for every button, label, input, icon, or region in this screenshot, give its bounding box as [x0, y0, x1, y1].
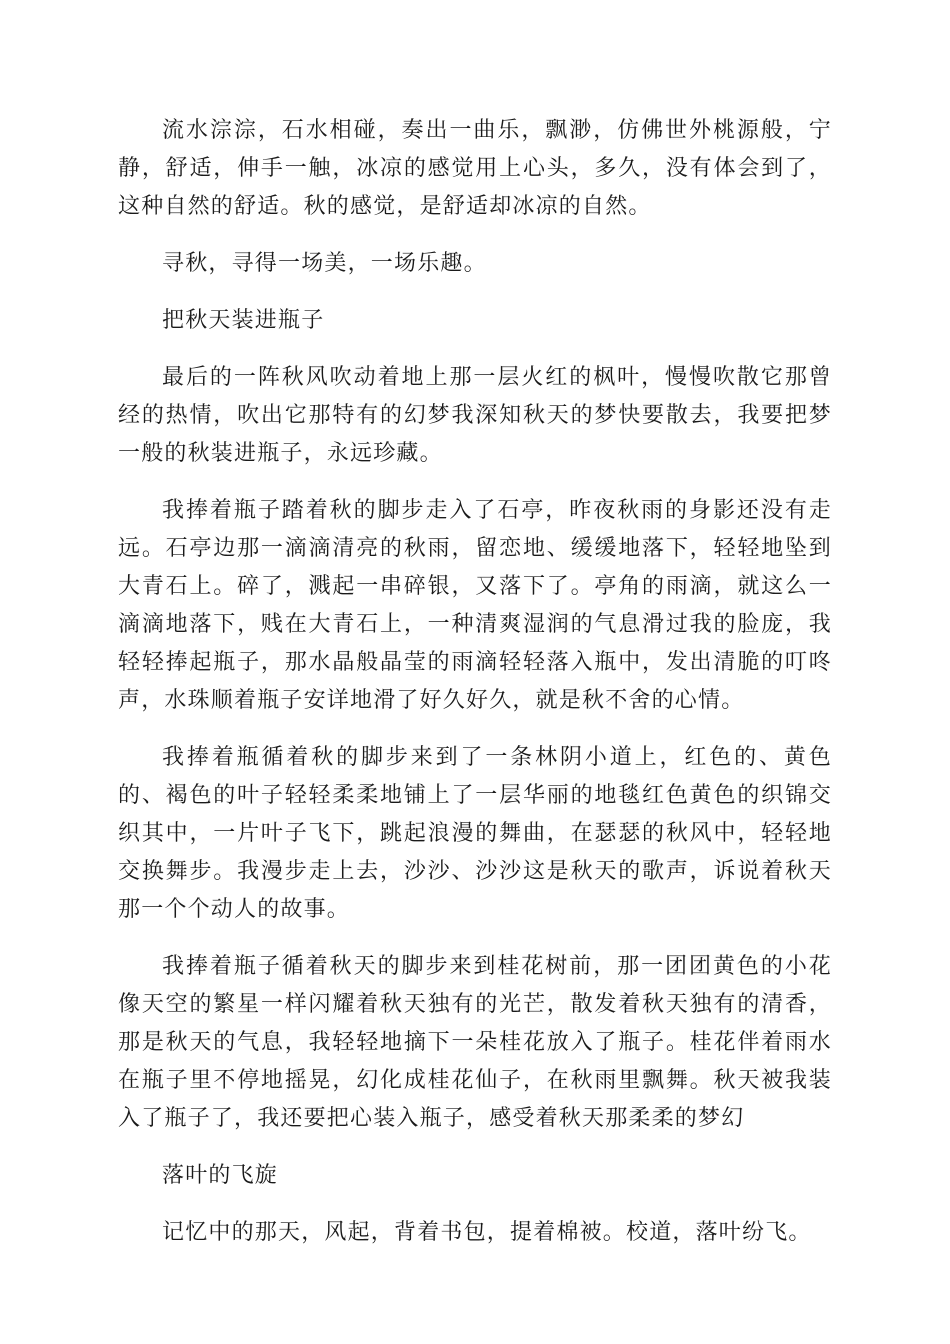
paragraph-5: 我捧着瓶子踏着秋的脚步走入了石亭，昨夜秋雨的身影还没有走远。石亭边那一滴滴清亮的秋雨，留恋地、缓缓地落下，轻轻地坠到大青石上。碎了，溅起一串碎银，又落下了。亭角的雨滴，就这么一滴滴地落下，贱在大青石上，一种清爽湿润的气息滑过我的脸庞，我轻轻捧起瓶子，那水晶般晶莹的雨滴轻轻落入瓶中，发出清脆的叮咚声，水珠顺着瓶子安详地滑了好久好久，就是秋不舍的心情。 [118, 498, 832, 713]
paragraph-6: 我捧着瓶循着秋的脚步来到了一条林阴小道上，红色的、黄色的、褐色的叶子轻轻柔柔地铺上了一层华丽的地毯红色黄色的织锦交织其中，一片叶子飞下，跳起浪漫的舞曲，在瑟瑟的秋风中，轻轻地交换舞步。我漫步走上去，沙沙、沙沙这是秋天的歌声，诉说着秋天那一个个动人的故事。 [118, 745, 832, 922]
paragraph-4: 最后的一阵秋风吹动着地上那一层火红的枫叶，慢慢吹散它那曾经的热情，吹出它那特有的幻梦我深知秋天的梦快要散去，我要把梦一般的秋装进瓶子，永远珍藏。 [118, 365, 832, 466]
paragraph-9: 记忆中的那天，风起，背着书包，提着棉被。校道，落叶纷飞。 [162, 1220, 812, 1245]
paragraph-1: 流水淙淙，石水相碰，奏出一曲乐，飘渺，仿佛世外桃源般，宁静，舒适，伸手一触，冰凉的感觉用上心头，多久，没有体会到了，这种自然的舒适。秋的感觉，是舒适却冰凉的自然。 [118, 118, 832, 219]
section-heading-leaves: 落叶的飞旋 [162, 1163, 279, 1188]
section-heading-bottle: 把秋天装进瓶子 [162, 308, 325, 333]
paragraph-7: 我捧着瓶子循着秋天的脚步来到桂花树前，那一团团黄色的小花像天空的繁星一样闪耀着秋天独有的光芒，散发着秋天独有的清香，那是秋天的气息，我轻轻地摘下一朵桂花放入了瓶子。桂花伴着雨水在瓶子里不停地摇晃，幻化成桂花仙子，在秋雨里飘舞。秋天被我装入了瓶子了，我还要把心装入瓶子，感受着秋天那柔柔的梦幻 [118, 954, 832, 1131]
paragraph-2: 寻秋，寻得一场美，一场乐趣。 [162, 251, 487, 276]
